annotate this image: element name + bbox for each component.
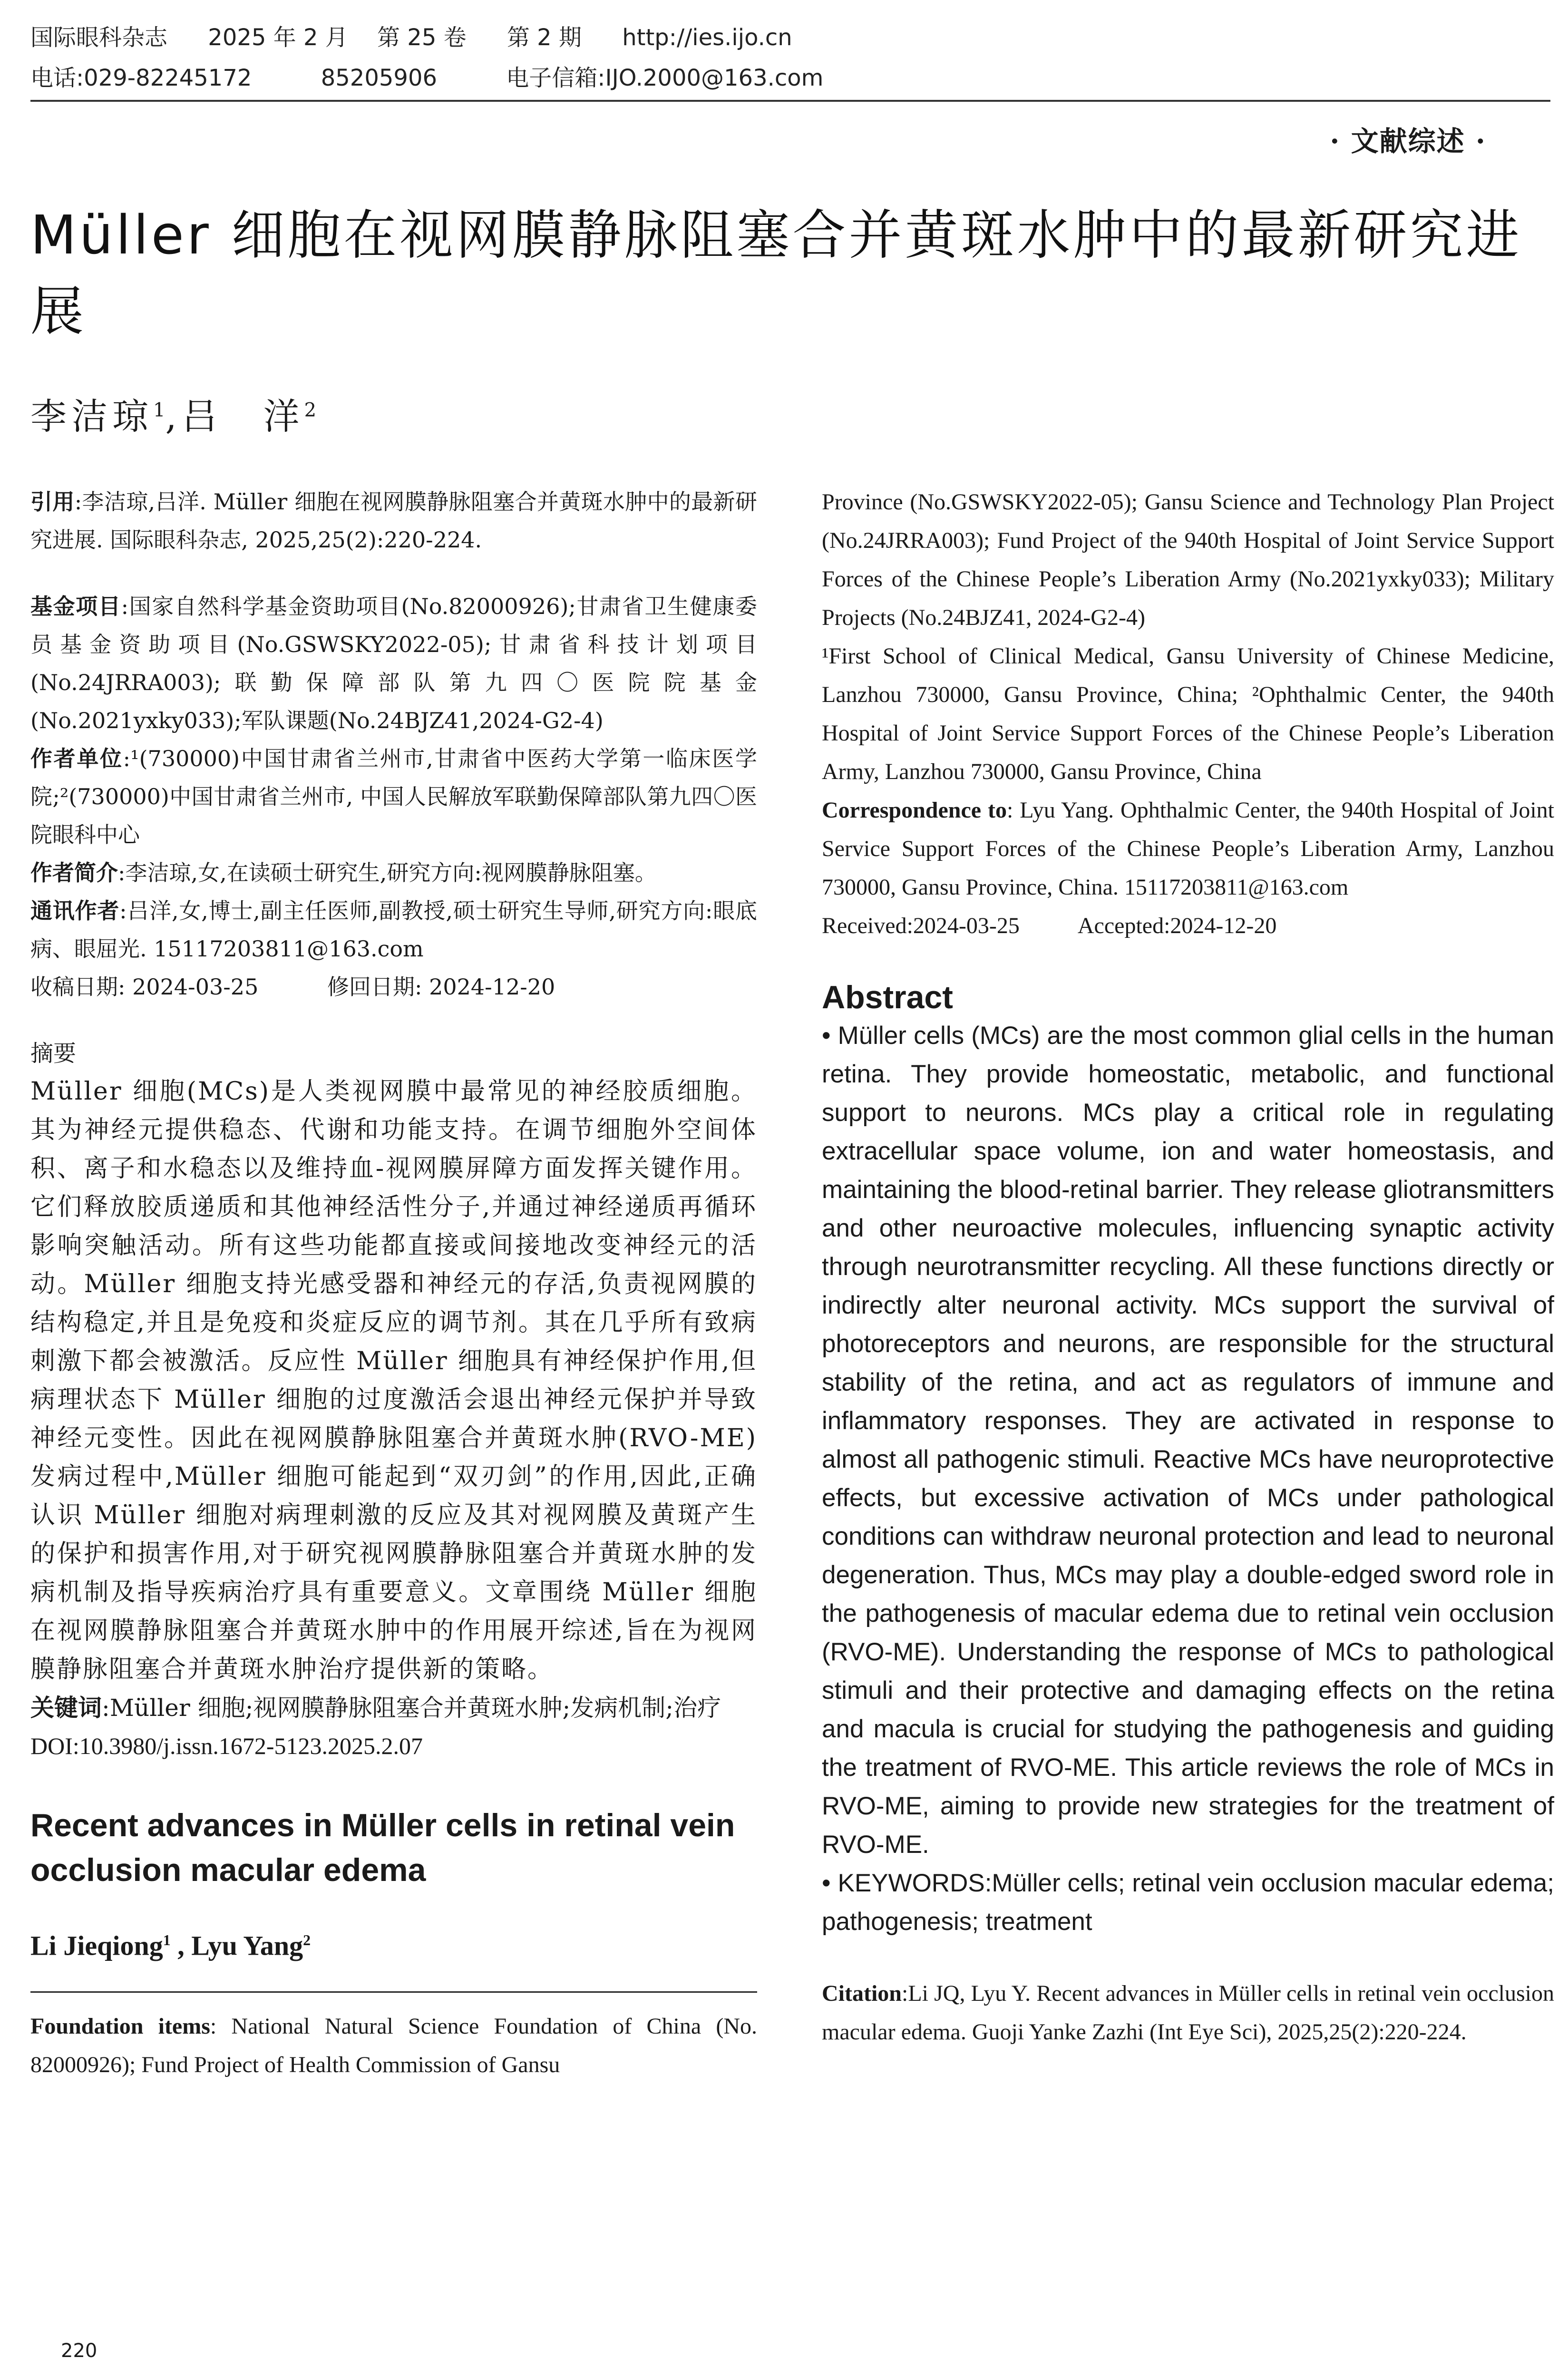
issue-date: 2025 年 2 月 (208, 24, 348, 51)
affiliation-text: :¹(730000)中国甘肃省兰州市,甘肃省中医药大学第一临床医学院;²(730000)中国甘肃省兰州市, 中国人民解放军联勤保障部队第九四〇医院眼科中心 (30, 746, 758, 848)
article-title: Müller 细胞在视网膜静脉阻塞合并黄斑水肿中的最新研究进展 (30, 205, 1522, 342)
bio-text: :李洁琼,女,在读硕士研究生,研究方向:视网膜静脉阻塞。 (118, 860, 657, 886)
author-sep: , (165, 395, 182, 438)
bio-label: 作者简介 (30, 860, 118, 886)
keywords-cn-label: 关键词 (30, 1694, 102, 1722)
funding-text: :国家自然科学基金资助项目(No.82000926);甘肃省卫生健康委员基金资助项目(No.GSWSKY2022-05);甘肃省科技计划项目(No.24JRRA003);联勤保障部队第九四〇医院院基金(No.2021yxky033);军队课题(No.24BJZ41,2024-G2-4) (30, 594, 758, 733)
citation-en (822, 1974, 1554, 2051)
keywords-en: • KEYWORDS:Müller cells; retinal vein occlusion macular edema; pathogenesis; treatment (822, 1869, 1554, 1936)
english-title: Recent advances in Müller cells in retinal vein occlusion macular edema (30, 1807, 735, 1888)
journal-url: http://ies.ijo.cn (622, 24, 792, 51)
author-1-cn: 李洁琼 (30, 395, 153, 438)
correspondence-en-text: : Lyu Yang. Ophthalmic Center, the 940th Hospital of Joint Service Support Forces of the Chinese People’s Liberation Army, Lanzhou 730000, Gansu Province, China. 15117203811@163.com (822, 798, 1554, 900)
doi: DOI:10.3980/j.issn.1672-5123.2025.2.07 (30, 1733, 423, 1759)
received-cn: 收稿日期: 2024-03-25 (30, 974, 259, 1000)
journal-name: 国际眼科杂志 (30, 24, 168, 51)
author-1-en: Li Jieqiong (30, 1930, 163, 1961)
keywords-cn-text: :Müller 细胞;视网膜静脉阻塞合并黄斑水肿;发病机制;治疗 (102, 1694, 721, 1722)
correspondence-en (822, 791, 1554, 906)
received-en: Received:2024-03-25 (822, 913, 1020, 938)
running-header-line-2 (30, 64, 823, 92)
author-2-cn: 吕 洋 (181, 395, 304, 438)
right-column (822, 483, 1554, 2051)
author-1-en-sup: 1 (163, 1931, 171, 1948)
left-column (30, 483, 757, 2084)
accepted-en: Accepted:2024-12-20 (1077, 913, 1277, 938)
abstract-cn-heading: 摘要 (30, 1040, 77, 1067)
author-1-sup: 1 (153, 399, 166, 421)
corresponding-cn (30, 892, 757, 968)
authors-cn (30, 388, 316, 439)
abstract-en-heading: Abstract (822, 979, 953, 1015)
volume: 第 25 卷 (377, 24, 467, 51)
foundation-en (30, 2007, 757, 2084)
foundation-en-text: : National Natural Science Foundation of China (No. 82000926); Fund Project of Health Commission of Gansu (30, 2014, 757, 2078)
cite-text: :李洁琼,吕洋. Müller 细胞在视网膜静脉阻塞合并黄斑水肿中的最新研究进展. 国际眼科杂志, 2025,25(2):220-224. (30, 489, 757, 553)
phone: 电话:029-82245172 (30, 65, 252, 91)
author-en-sep: , (170, 1930, 192, 1961)
header-rule (30, 100, 1550, 102)
affiliation-en: ¹First School of Clinical Medical, Gansu University of Chinese Medicine, Lanzhou 730000, Gansu Province, China; ²Ophthalmic Center, the 940th Hospital of Joint Service Support Forces of the Chinese People’s Liberation Army, Lanzhou 730000, Gansu Province, China (822, 643, 1554, 784)
authors-en (30, 1921, 757, 1965)
affiliation-label: 作者单位 (30, 746, 123, 771)
corresponding-text: :吕洋,女,博士,副主任医师,副教授,硕士研究生导师,研究方向:眼底病、眼屈光. 15117203811@163.com (30, 898, 758, 962)
cite-label: 引用 (30, 489, 75, 515)
author-2-sup: 2 (304, 399, 317, 421)
foundation-en-label: Foundation items (30, 2014, 210, 2039)
funding-cn (30, 587, 757, 740)
foundation-en-cont: Province (No.GSWSKY2022-05); Gansu Science and Technology Plan Project (No.24JRRA003); Fund Project of the 940th Hospital of Joint Service Support Forces of the Chinese People’s Liberation Army (No.2021yxky033); Military Projects (No.24BJZ41, 2024-G2-4) (822, 489, 1554, 630)
corresponding-label: 通讯作者 (30, 898, 120, 924)
citation-en-text: :Li JQ, Lyu Y. Recent advances in Müller cells in retinal vein occlusion macular edema. Guoji Yanke Zazhi (Int Eye Sci), 2025,25(2):220-224. (822, 1981, 1554, 2045)
revised-cn: 修回日期: 2024-12-20 (327, 974, 555, 1000)
citation-en-label: Citation (822, 1981, 902, 2006)
cite-cn (30, 483, 757, 559)
author-2-en: Lyu Yang (191, 1930, 303, 1961)
abstract-en-text: • Müller cells (MCs) are the most common glial cells in the human retina. They provide homeostatic, metabolic, and functional support to neurons. MCs play a critical role in regulating extracellular space volume, ion and water homeostasis, and maintaining the blood-retinal barrier. They release gliotransmitters and other neuroactive molecules, influencing synaptic activity through neurotransmitter recycling. All these functions directly or indirectly alter neuronal activity. MCs support the survival of photoreceptors and neurons, are responsible for the structural stability of the retina, and act as regulators of immune and inflammatory responses. They are activated in response to almost all pathogenic stimuli. Reactive MCs have neuroprotective effects, but excessive activation of MCs under pathological conditions can withdraw neuronal protection and lead to neuronal degeneration. Thus, MCs may play a double-edged sword role in the pathogenesis of macular edema due to retinal vein occlusion (RVO-ME). Understanding the response of MCs to pathological stimuli and their protective and damaging effects on the retina and macula is crucial for studying the pathogenesis and guiding the treatment of RVO-ME. This article reviews the role of MCs in RVO-ME, aiming to provide new strategies for the treatment of RVO-ME. (822, 1022, 1554, 1859)
section-tag: · 文献综述 · (1330, 125, 1486, 157)
funding-label: 基金项目 (30, 594, 121, 619)
bio-cn (30, 854, 757, 892)
affiliation-cn (30, 740, 757, 854)
running-header-line-1 (30, 24, 792, 51)
correspondence-en-label: Correspondence to (822, 798, 1007, 823)
issue: 第 2 期 (506, 24, 582, 51)
email: 电子信箱:IJO.2000@163.com (506, 65, 824, 91)
dates-en (822, 906, 1554, 945)
phone-2: 85205906 (321, 65, 438, 91)
author-2-en-sup: 2 (303, 1931, 311, 1948)
keywords-cn (30, 1689, 757, 1727)
page-number: 220 (61, 2340, 97, 2362)
dates-cn (30, 968, 757, 1006)
abstract-cn-text: Müller 细胞(MCs)是人类视网膜中最常见的神经胶质细胞。其为神经元提供稳态、代谢和功能支持。在调节细胞外空间体积、离子和水稳态以及维持血-视网膜屏障方面发挥关键作用。它们释放胶质递质和其他神经活性分子,并通过神经递质再循环影响突触活动。所有这些功能都直接或间接地改变神经元的活动。Müller 细胞支持光感受器和神经元的存活,负责视网膜的结构稳定,并且是免疫和炎症反应的调节剂。其在几乎所有致病刺激下都会被激活。反应性 Müller 细胞具有神经保护作用,但病理状态下 Müller 细胞的过度激活会退出神经元保护并导致神经元变性。因此在视网膜静脉阻塞合并黄斑水肿(RVO-ME)发病过程中,Müller 细胞可能起到“双刃剑”的作用,因此,正确认识 Müller 细胞对病理刺激的反应及其对视网膜及黄斑产生的保护和损害作用,对于研究视网膜静脉阻塞合并黄斑水肿的发病机制及指导疾病治疗具有重要意义。文章围绕 Müller 细胞在视网膜静脉阻塞合并黄斑水肿中的作用展开综述,旨在为视网膜静脉阻塞合并黄斑水肿治疗提供新的策略。 (30, 1077, 757, 1684)
